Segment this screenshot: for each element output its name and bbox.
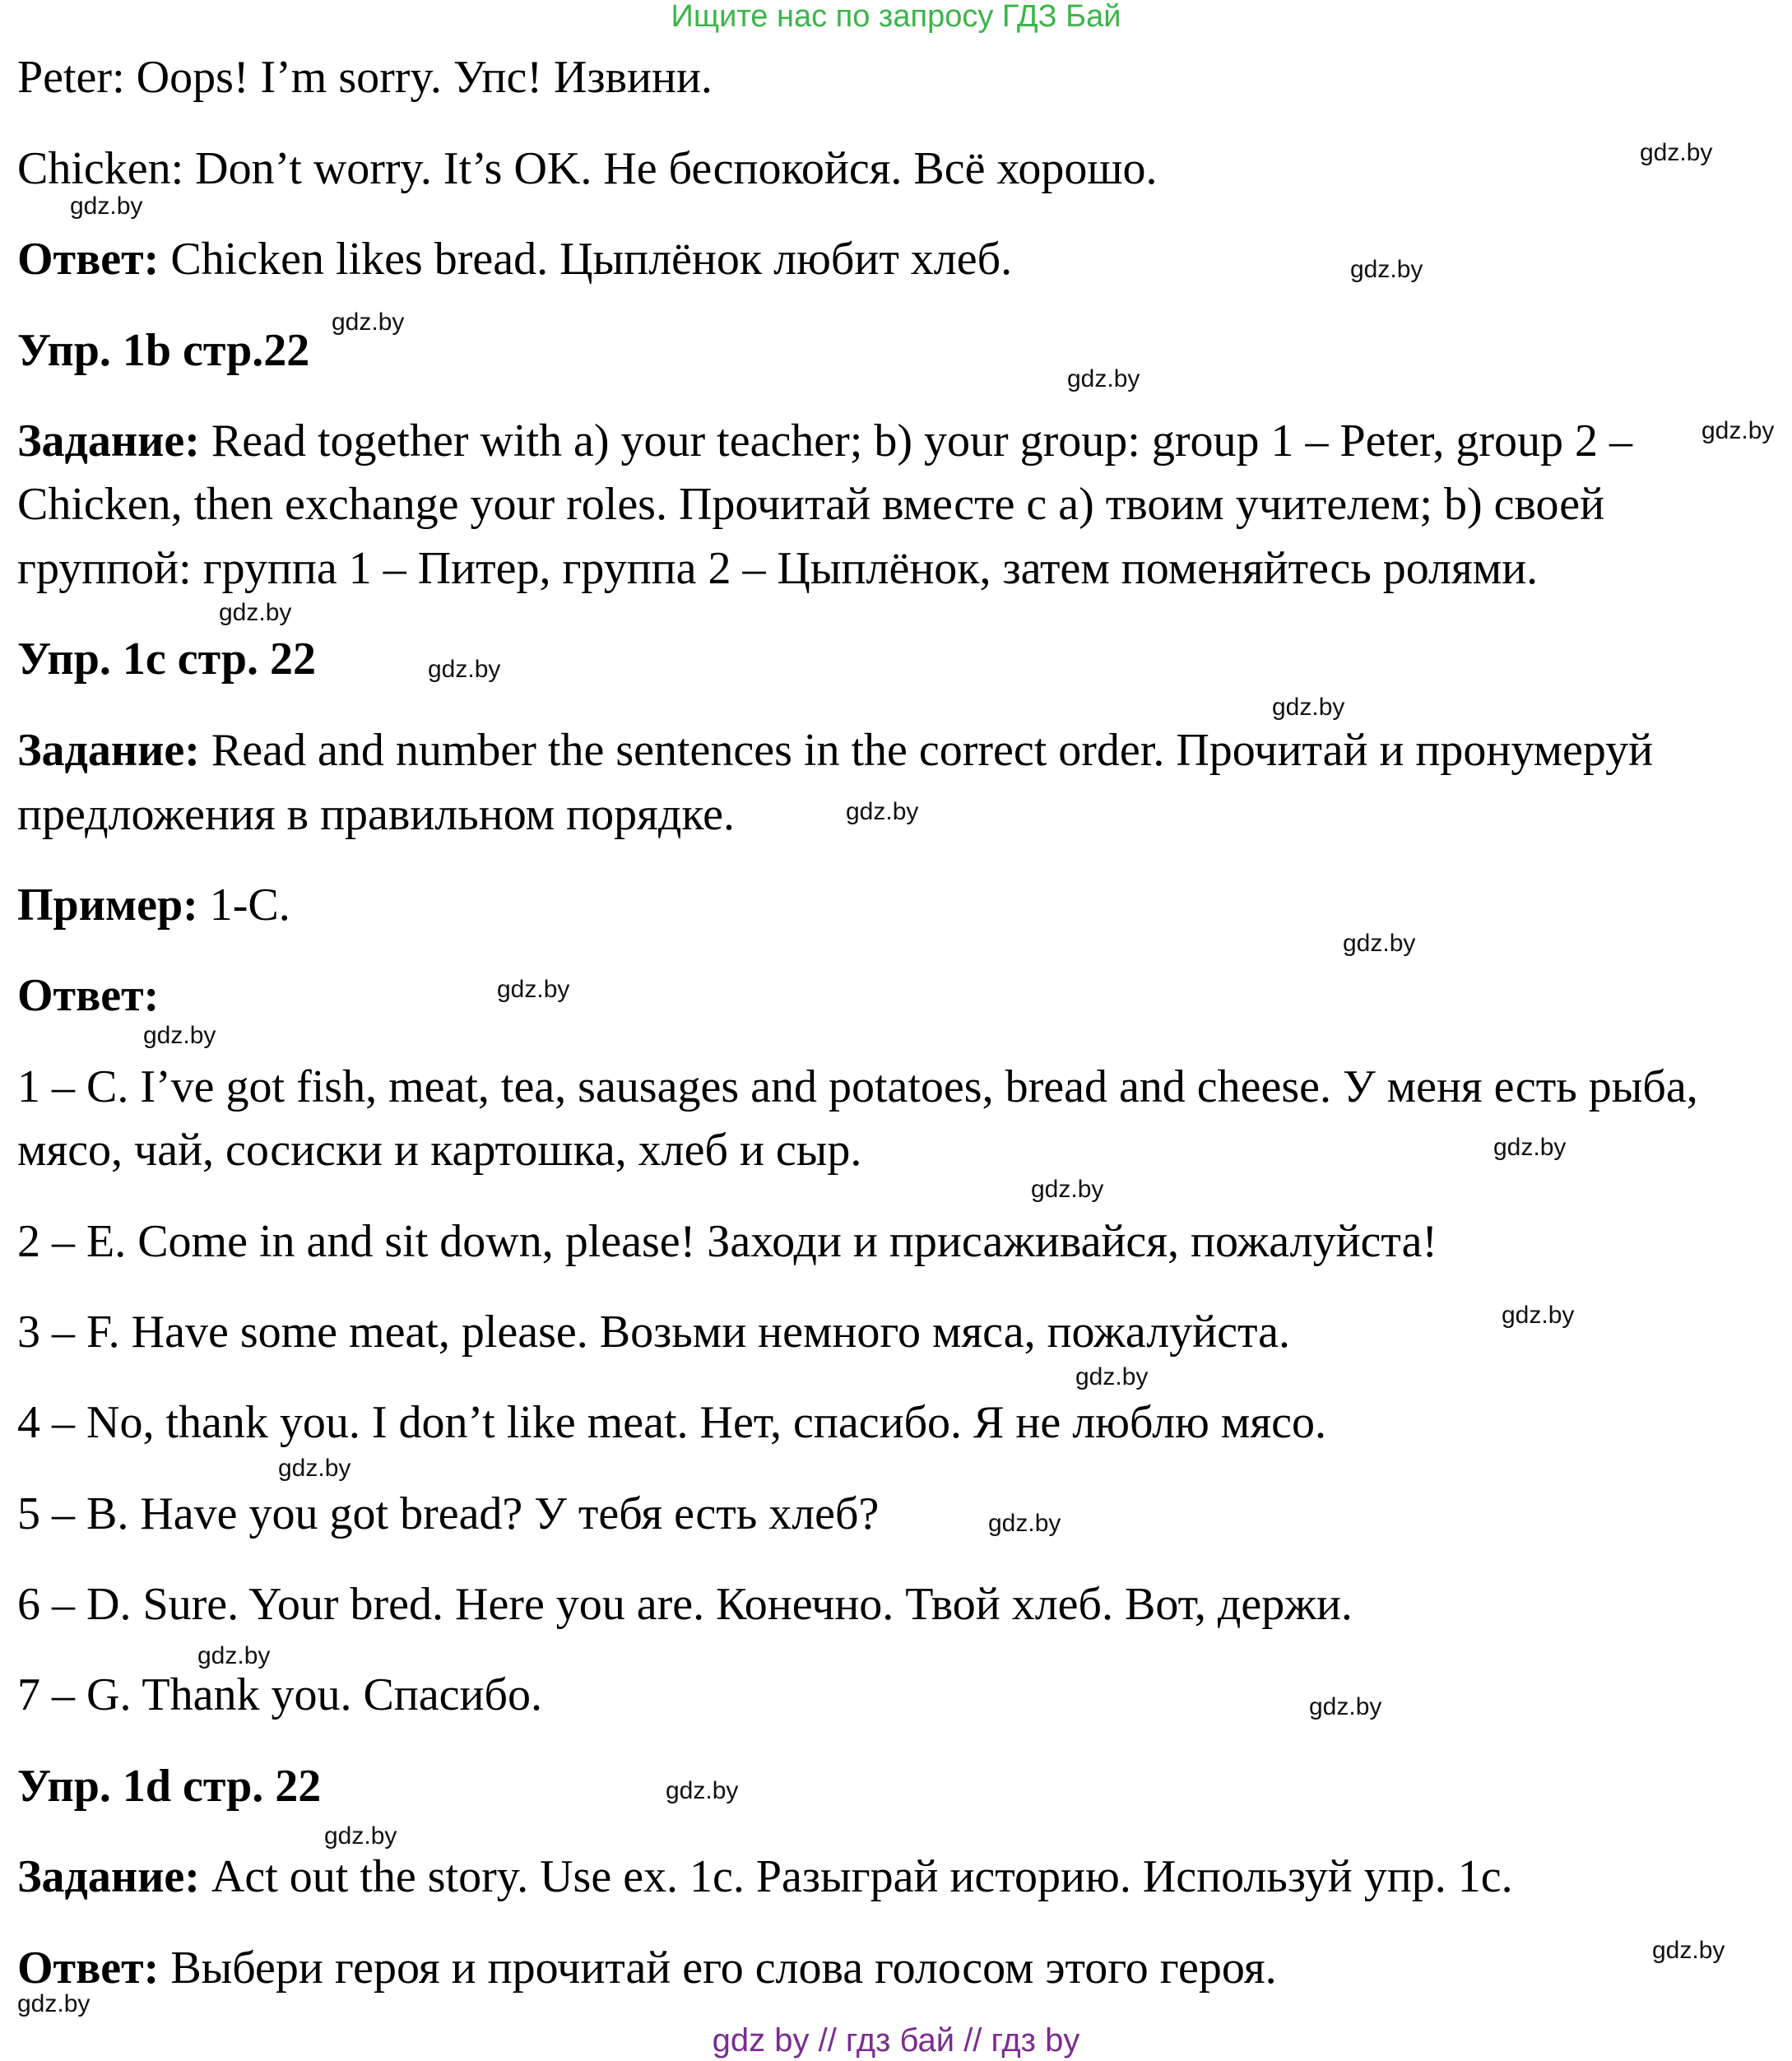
watermark: gdz.by: [70, 193, 143, 220]
answer-item-4: 4 – No, thank you. I don’t like meat. Нет, спасибо. Я не люблю мясо.: [17, 1397, 1326, 1448]
answer-item-1-line-1: 1 – C. I’ve got fish, meat, tea, sausages and potatoes, bread and cheese. У меня есть рыба,: [17, 1061, 1698, 1112]
heading-1b-text: Упр. 1b стр.22: [17, 325, 310, 376]
task-1b-line-1: [17, 415, 1632, 467]
watermark: gdz.by: [497, 976, 570, 1003]
heading-1d: [17, 1760, 321, 1813]
watermark: gdz.by: [324, 1822, 397, 1850]
answer-item-6: 6 – D. Sure. Your bred. Here you are. Конечно. Твой хлеб. Вот, держи.: [17, 1579, 1353, 1630]
answer-1d-line: [17, 1942, 1277, 1994]
dialogue-line-peter: Peter: Oops! I’m sorry. Упс! Извини.: [17, 52, 713, 103]
answer-text: Chicken likes bread. Цыплёнок любит хлеб.: [159, 234, 1013, 285]
task-text: Act out the story. Use ex. 1c. Разыграй историю. Используй упр. 1с.: [199, 1851, 1513, 1902]
task-1d-line: [17, 1850, 1513, 1903]
heading-1c-text: Упр. 1c стр. 22: [17, 634, 316, 685]
watermark: gdz.by: [1031, 1176, 1104, 1203]
watermark: gdz.by: [219, 599, 292, 626]
watermark: gdz.by: [197, 1642, 271, 1669]
watermark: gdz.by: [988, 1510, 1061, 1537]
answer-item-5: 5 – B. Have you got bread? У тебя есть хлеб?: [17, 1488, 880, 1539]
watermark: gdz.by: [143, 1022, 216, 1049]
watermark: gdz.by: [332, 309, 405, 336]
watermark: gdz.by: [1640, 139, 1713, 166]
watermark: gdz.by: [1701, 417, 1775, 444]
heading-1d-text: Упр. 1d стр. 22: [17, 1761, 322, 1812]
answer-item-1-line-2: мясо, чай, сосиски и картошка, хлеб и сыр.: [17, 1125, 862, 1176]
task-1c-line-2: предложения в правильном порядке.: [17, 789, 736, 840]
answer-text: Выбери героя и прочитай его слова голосом этого героя.: [159, 1943, 1277, 1994]
watermark: gdz.by: [1502, 1302, 1575, 1329]
task-text: Read together with a) your teacher; b) your group: group 1 – Peter, group 2 –: [199, 415, 1632, 467]
task-1b-line-3: группой: группа 1 – Питер, группа 2 – Цыплёнок, затем поменяйтесь ролями.: [17, 543, 1539, 594]
search-banner: Ищите нас по запросу ГДЗ Бай: [671, 0, 1121, 34]
example-line: [17, 879, 290, 931]
watermark: gdz.by: [666, 1777, 739, 1804]
task-1c-line-1: [17, 724, 1653, 777]
answer-item-3: 3 – F. Have some meat, please. Возьми немного мяса, пожалуйста.: [17, 1307, 1290, 1358]
answer-line: [17, 233, 1012, 285]
answer-label: Ответ:: [17, 970, 160, 1021]
answer-item-2: 2 – E. Come in and sit down, please! Заходи и присаживайся, пожалуйста!: [17, 1216, 1438, 1267]
watermark: gdz.by: [1272, 694, 1345, 721]
watermark: gdz.by: [278, 1455, 351, 1482]
watermark: gdz.by: [1343, 930, 1416, 957]
example-label: Пример:: [17, 880, 198, 931]
answer-heading: [17, 969, 159, 1022]
watermark: gdz.by: [1067, 365, 1140, 392]
task-label: Задание:: [17, 1851, 200, 1902]
task-label: Задание:: [17, 415, 200, 467]
watermark: gdz.by: [1309, 1693, 1382, 1720]
watermark: gdz.by: [1075, 1363, 1149, 1390]
watermark: gdz.by: [1493, 1134, 1567, 1161]
task-label: Задание:: [17, 725, 200, 776]
answer-item-7: 7 – G. Thank you. Спасибо.: [17, 1669, 542, 1720]
task-1b-line-2: Chicken, then exchange your roles. Прочитай вместе с а) твоим учителем; b) своей: [17, 479, 1605, 530]
heading-1c: [17, 633, 316, 685]
heading-1b: [17, 324, 309, 377]
footer-links: gdz by // гдз бай // гдз by: [712, 2022, 1080, 2059]
watermark: gdz.by: [17, 1990, 91, 2017]
task-text: Read and number the sentences in the correct order. Прочитай и пронумеруй: [199, 725, 1654, 776]
watermark: gdz.by: [428, 656, 501, 683]
watermark: gdz.by: [1652, 1937, 1725, 1964]
watermark: gdz.by: [1350, 256, 1423, 283]
example-text: 1-C.: [197, 880, 290, 931]
answer-label: Ответ:: [17, 1943, 160, 1994]
answer-label: Ответ:: [17, 234, 160, 285]
watermark: gdz.by: [846, 798, 919, 825]
dialogue-line-chicken: Chicken: Don’t worry. It’s OK. Не беспокойся. Всё хорошо.: [17, 143, 1158, 194]
